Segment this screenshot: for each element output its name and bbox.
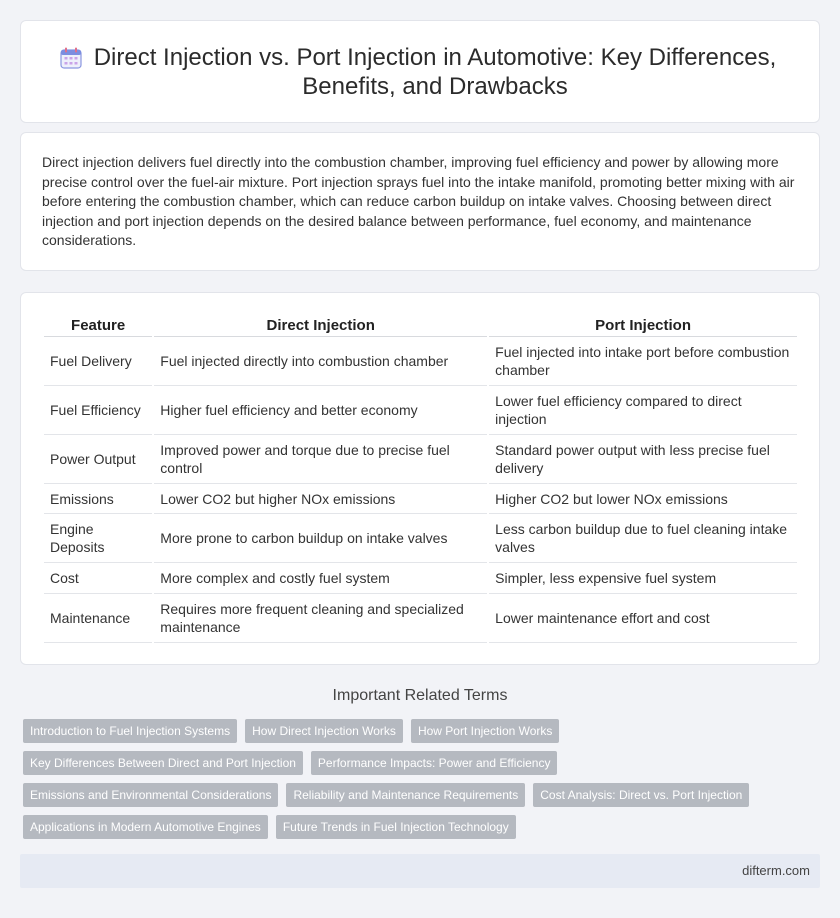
port-injection-cell: Standard power output with less precise fuel delivery: [489, 435, 797, 484]
table-row: [44, 435, 797, 484]
table-row: [44, 563, 797, 594]
table-row: [44, 337, 797, 386]
related-term-tag[interactable]: How Port Injection Works: [411, 719, 560, 743]
table-row: [44, 514, 797, 563]
footer: [20, 854, 820, 888]
feature-cell: Emissions: [44, 484, 152, 514]
direct-injection-cell: Improved power and torque due to precise fuel control: [154, 435, 487, 484]
feature-cell: Fuel Delivery: [44, 337, 152, 386]
related-term-tag[interactable]: Applications in Modern Automotive Engines: [23, 815, 268, 839]
feature-cell: Fuel Efficiency: [44, 386, 152, 435]
comparison-table-card: [20, 292, 820, 665]
port-injection-cell: Lower fuel efficiency compared to direct injection: [489, 386, 797, 435]
feature-cell: Power Output: [44, 435, 152, 484]
related-term-tag[interactable]: Introduction to Fuel Injection Systems: [23, 719, 237, 743]
feature-cell: Engine Deposits: [44, 514, 152, 563]
feature-cell: Cost: [44, 563, 152, 594]
direct-injection-cell: Fuel injected directly into combustion chamber: [154, 337, 487, 386]
title-card: [20, 20, 820, 123]
site-link[interactable]: difterm.com: [742, 863, 810, 878]
direct-injection-cell: Requires more frequent cleaning and specialized maintenance: [154, 594, 487, 643]
related-term-tag[interactable]: Key Differences Between Direct and Port Injection: [23, 751, 303, 775]
port-injection-cell: Less carbon buildup due to fuel cleaning intake valves: [489, 514, 797, 563]
page-title: Direct Injection vs. Port Injection in Automotive: Key Differences, Benefits, and Drawbacks: [93, 43, 777, 100]
table-row: [44, 386, 797, 435]
intro-paragraph: Direct injection delivers fuel directly into the combustion chamber, improving fuel efficiency and power by allowing more precise control over the fuel-air mixture. Port injection sprays fuel into the intake manifold, promoting better mixing with air before entering the combustion chamber, which can reduce carbon buildup on intake valves. Choosing between direct injection and port injection depends on the desired balance between performance, fuel economy, and maintenance considerations.: [42, 154, 795, 248]
related-term-tag[interactable]: Future Trends in Fuel Injection Technology: [276, 815, 516, 839]
port-injection-cell: Lower maintenance effort and cost: [489, 594, 797, 643]
comparison-table: [42, 307, 799, 643]
direct-injection-cell: Lower CO2 but higher NOx emissions: [154, 484, 487, 514]
related-term-tag[interactable]: How Direct Injection Works: [245, 719, 403, 743]
header-port-injection: Port Injection: [489, 307, 797, 337]
direct-injection-cell: Higher fuel efficiency and better economy: [154, 386, 487, 435]
related-term-tag[interactable]: Reliability and Maintenance Requirements: [286, 783, 525, 807]
header-direct-injection: Direct Injection: [154, 307, 487, 337]
port-injection-cell: Simpler, less expensive fuel system: [489, 563, 797, 594]
table-row: [44, 594, 797, 643]
direct-injection-cell: More prone to carbon buildup on intake valves: [154, 514, 487, 563]
header-feature: Feature: [44, 307, 152, 337]
related-terms-heading: Important Related Terms: [332, 687, 508, 704]
related-term-tag[interactable]: Emissions and Environmental Considerations: [23, 783, 278, 807]
port-injection-cell: Higher CO2 but lower NOx emissions: [489, 484, 797, 514]
table-row: [44, 484, 797, 514]
related-term-tag[interactable]: Performance Impacts: Power and Efficiency: [311, 751, 558, 775]
related-term-tag[interactable]: Cost Analysis: Direct vs. Port Injection: [533, 783, 749, 807]
intro-card: [20, 132, 820, 271]
feature-cell: Maintenance: [44, 594, 152, 643]
related-terms-list: [23, 719, 813, 847]
direct-injection-cell: More complex and costly fuel system: [154, 563, 487, 594]
table-header-row: [44, 307, 797, 337]
port-injection-cell: Fuel injected into intake port before combustion chamber: [489, 337, 797, 386]
